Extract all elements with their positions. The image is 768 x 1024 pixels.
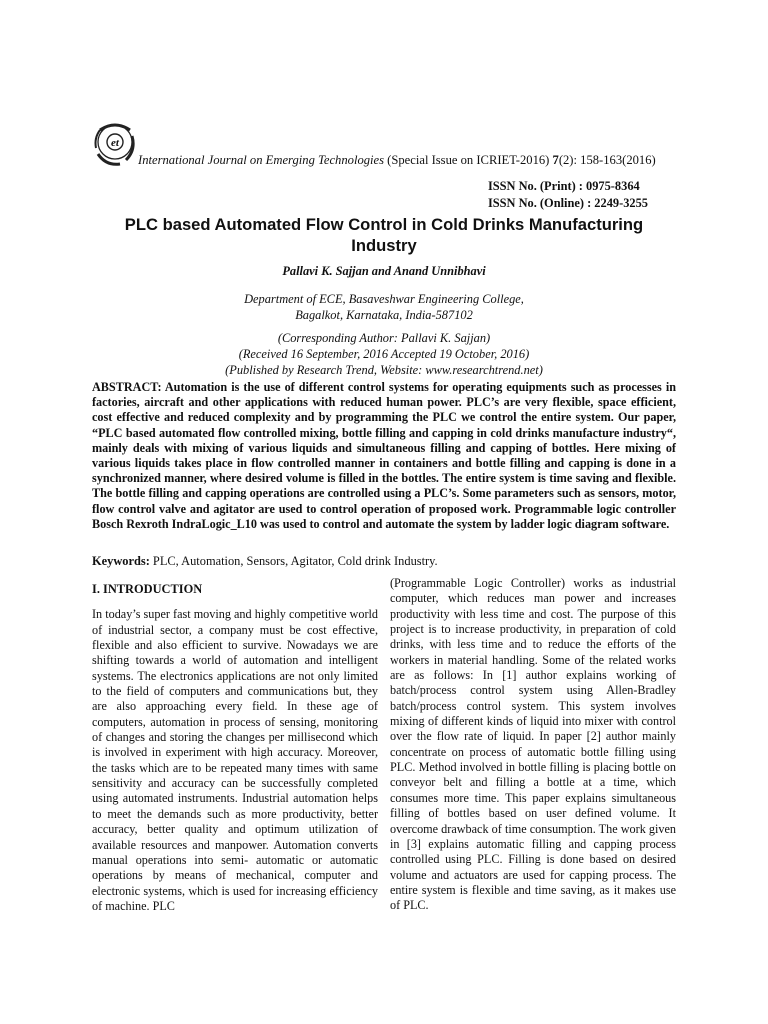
- affiliation-line-2: Bagalkot, Karnataka, India-587102: [295, 308, 473, 322]
- intro-paragraph-left: In today’s super fast moving and highly competitive world of industrial sector, a company must be cost effective, flexible and also efficient to survive. Nowadays we are shifting towards a world of automation and intelligent systems. The electronics applications are not only limited to the field of computers and communications but, they are also approaching every field. In these age of computers, automation in process of sensing, monitoring of changes and storing the changes per millisecond which is involved in experiment with high accuracy. Moreover, the tasks which are to be repeated many times with same sensitivity and accuracy can be successfully completed using automated instruments. Industrial automation helps to meet the demands such as more productivity, better accuracy, better quality and optimum utilization of available resources and manpower. Automation converts manual operations into semi- automatic or automatic operations by means of mechanical, computer and electronic systems, which is used for increasing efficiency of machine. PLC: [92, 607, 378, 913]
- logo-letters: et: [111, 137, 119, 149]
- affiliation: [92, 291, 676, 323]
- affiliation-line-1: Department of ECE, Basaveshwar Engineering College,: [244, 292, 524, 306]
- issn-block: [488, 178, 648, 212]
- issn-print: ISSN No. (Print) : 0975-8364: [487, 179, 640, 193]
- journal-logo-icon: [92, 118, 138, 170]
- journal-name: International Journal on Emerging Technologies: [138, 153, 385, 167]
- journal-volume: 7: [552, 153, 559, 167]
- publisher-line: (Published by Research Trend, Website: www.researchtrend.net): [225, 363, 543, 377]
- keywords-label: Keywords:: [92, 554, 150, 568]
- journal-citation-line: [138, 153, 698, 168]
- paper-authors: Pallavi K. Sajjan and Anand Unnibhavi: [282, 264, 486, 278]
- corresponding-author: (Corresponding Author: Pallavi K. Sajjan): [277, 331, 491, 345]
- journal-issue-post: (2): 158-163(2016): [558, 153, 656, 167]
- keywords: [92, 554, 676, 569]
- issn-online: ISSN No. (Online) : 2249-3255: [487, 196, 648, 210]
- paper-title: PLC based Automated Flow Control in Cold Drinks Manufacturing Industry: [124, 215, 644, 255]
- column-right: [390, 576, 676, 914]
- column-left: [92, 576, 378, 914]
- intro-paragraph-right: (Programmable Logic Controller) works as industrial computer, which reduces man power and increases productivity with less time and cost. The purpose of this project is to increase productivity, in preparation of cold drinks, with less time and to reduce the efforts of the workers in material handling. Some of the related works are as follows: In [1] author explains working of batch/process control system using Allen-Bradley batch/process control system. This system involves mixing of different kinds of liquid into mixer with control over the flow rate of liquid. In paper [2] author mainly concentrate on process of automatic bottle filling using PLC. Method involved in bottle filling is placing bottle on conveyor belt and filling a bottle at a time, which consumes more time. This paper explains simultaneous filling of bottles based on user defined volume. It overcome drawback of time consumption. The work given in [3] explains automatic filling and capping process controlled using PLC. Filling is done based on desired volume and actuators are used for capping process. The entire system is flexible and time saving, as it makes use of PLC.: [390, 576, 676, 913]
- journal-issue-pre: (Special Issue on ICRIET-2016): [384, 153, 553, 167]
- keywords-list: PLC, Automation, Sensors, Agitator, Cold drink Industry.: [149, 554, 438, 568]
- received-dates: (Received 16 September, 2016 Accepted 19 October, 2016): [238, 347, 530, 361]
- publication-info: [92, 330, 676, 378]
- section-heading-introduction: I. INTRODUCTION: [92, 582, 203, 596]
- abstract: ABSTRACT: Automation is the use of different control systems for operating equipments such as processes in factories, aircraft and other applications with reduced human power. PLC’s are very flexible, space efficient, cost effective and reduced complexity and by programming the PLC we control the entire system. Our paper, “PLC based automated flow controlled mixing, bottle filling and capping in cold drinks manufacture industry“, mainly deals with mixing of various liquids and simultaneous filling and capping of bottles. Here mixing of various liquids takes place in flow controlled manner in containers and bottle filling and capping is done in a synchronized manner, where desired volume is filled in the bottles. The entire system is time saving and flexible. The bottle filling and capping operations are controlled using a PLC’s. Some parameters such as sensors, motor, flow control valve and agitator are used to control operation of proposed work. Programmable logic controller Bosch Rexroth IndraLogic_L10 was used to control and automate the system by ladder logic diagram software.: [92, 380, 676, 531]
